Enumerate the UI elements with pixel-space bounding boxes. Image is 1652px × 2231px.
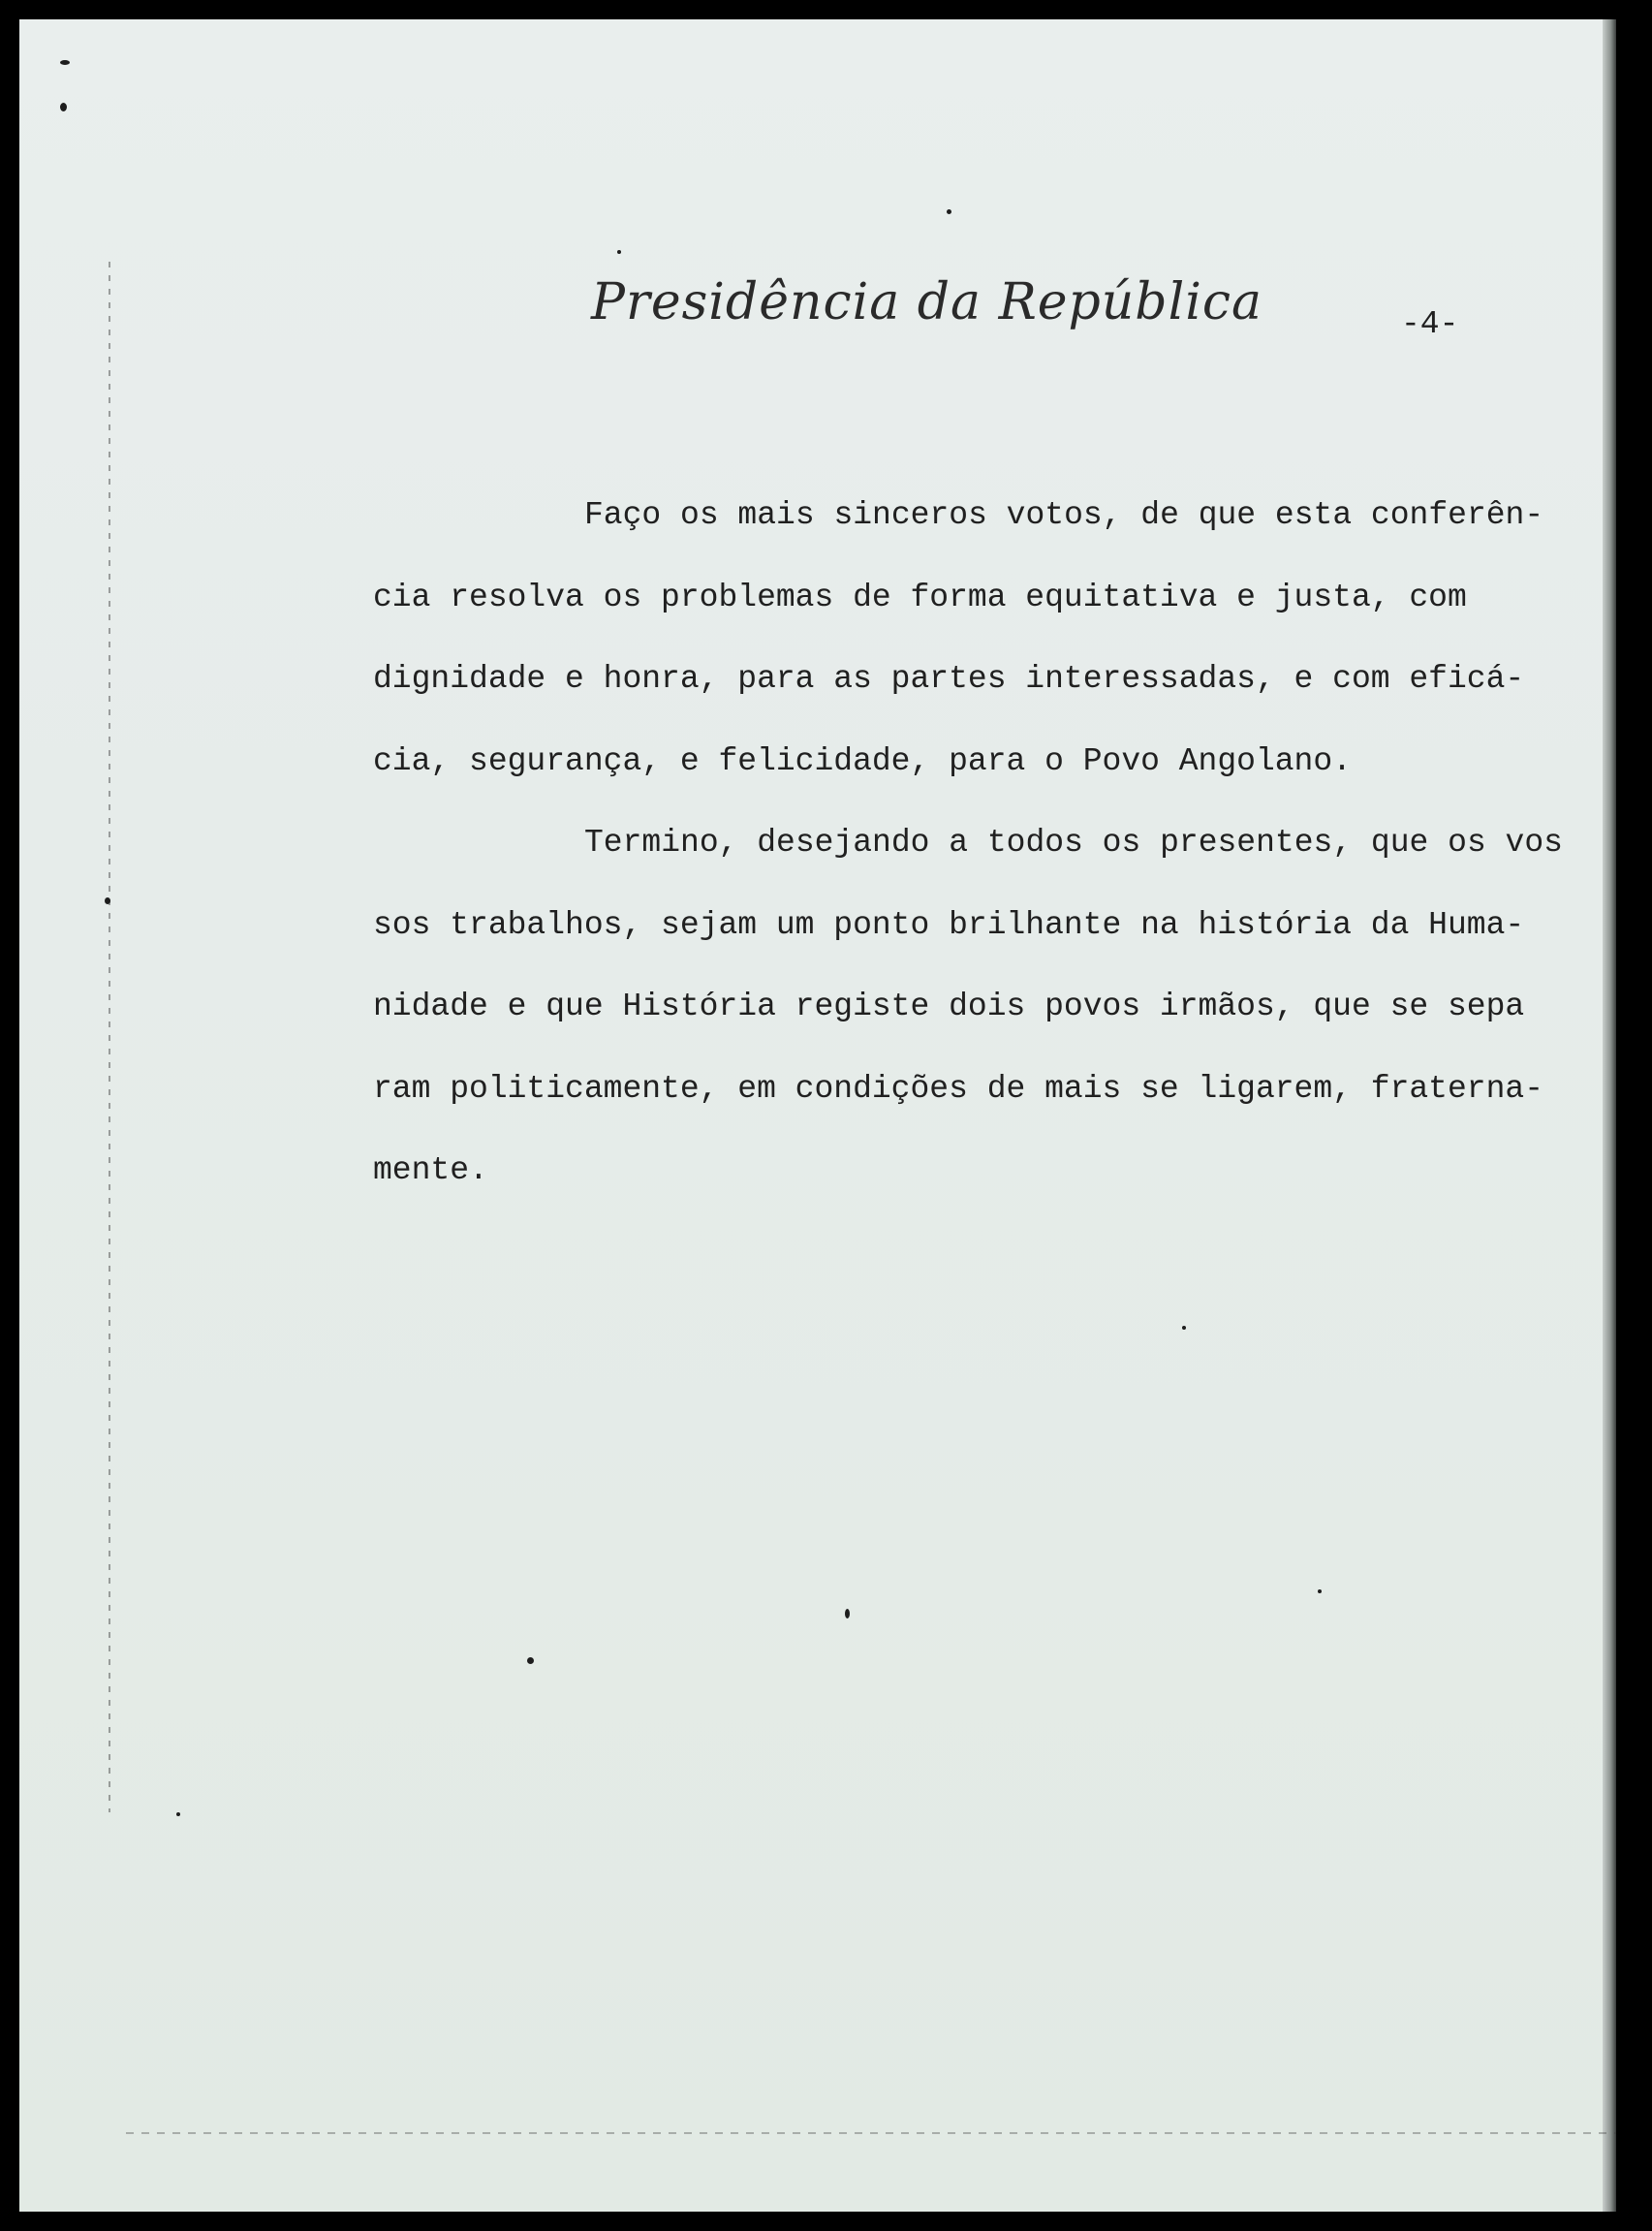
body-line: nidade e que História registe dois povos irmãos, que se sepa [373, 989, 1525, 1024]
page-number: -4- [1401, 306, 1459, 342]
margin-rule [109, 262, 110, 1812]
speck [1318, 1589, 1322, 1593]
speck [1182, 1326, 1186, 1330]
letterhead-title: Presidência da República [591, 273, 1262, 331]
body-line: Termino, desejando a todos os presentes, que os vos [584, 825, 1563, 861]
paper-edge-shadow [1603, 19, 1616, 2212]
body-line: sos trabalhos, sejam um ponto brilhante na história da Huma- [373, 906, 1525, 943]
speck [105, 897, 110, 904]
body-line: ram politicamente, em condições de mais se ligarem, fraterna- [373, 1070, 1543, 1107]
speck [60, 60, 70, 65]
body-line: Faço os mais sinceros votos, de que esta conferên- [584, 497, 1544, 533]
speck [176, 1812, 180, 1816]
speck [617, 250, 621, 254]
body-line: dignidade e honra, para as partes interessadas, e com eficá- [373, 661, 1525, 697]
speck [60, 103, 67, 111]
speck [947, 209, 951, 214]
body-line: cia resolva os problemas de forma equitativa e justa, com [373, 579, 1467, 615]
body-line: mente. [373, 1152, 488, 1188]
speck [845, 1609, 850, 1618]
body-line: cia, segurança, e felicidade, para o Povo Angolano. [373, 742, 1352, 779]
letter-body [373, 475, 1574, 1212]
paper-sheet [19, 19, 1616, 2212]
bottom-rule [126, 2132, 1616, 2134]
speck [527, 1657, 534, 1664]
